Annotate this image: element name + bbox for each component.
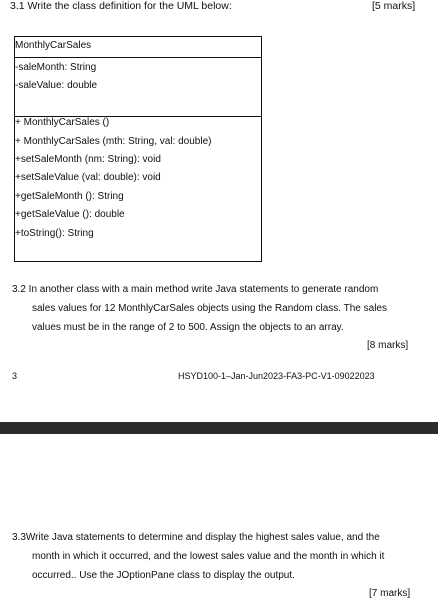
page-break-bar — [0, 422, 438, 434]
uml-method: + MonthlyCarSales (mth: String, val: double) — [15, 136, 212, 147]
question-3-1-title: 3.1 Write the class definition for the UML below: — [10, 0, 232, 12]
question-3-2-line-1: 3.2 In another class with a main method write Java statements to generate random — [12, 284, 379, 295]
question-3-3-line-2: month in which it occurred, and the lowest sales value and the month in which it — [32, 551, 385, 562]
uml-method: +getSaleMonth (): String — [15, 191, 124, 202]
uml-attributes-section — [15, 57, 261, 117]
uml-method: + MonthlyCarSales () — [15, 117, 110, 128]
page-number: 3 — [12, 371, 18, 381]
question-3-1-marks: [5 marks] — [372, 0, 416, 12]
question-3-3-line-1: 3.3Write Java statements to determine and display the highest sales value, and the — [12, 532, 380, 543]
question-3-3-line-3: occurred.. Use the JOptionPane class to display the output. — [32, 570, 295, 581]
uml-method: +toString(): String — [15, 228, 94, 239]
question-3-2-line-2: sales values for 12 MonthlyCarSales objects using the Random class. The sales — [32, 303, 387, 314]
uml-class-name-section — [15, 37, 261, 58]
uml-attribute: -saleMonth: String — [15, 62, 97, 73]
uml-method: +setSaleValue (val: double): void — [15, 172, 161, 183]
document-code: HSYD100-1–Jan-Jun2023-FA3-PC-V1-09022023 — [178, 371, 375, 381]
question-3-2-marks: [8 marks] — [367, 340, 409, 351]
uml-class-diagram — [14, 36, 262, 262]
uml-method: +setSaleMonth (nm: String): void — [15, 154, 161, 165]
question-3-2-line-3: values must be in the range of 2 to 500. Assign the objects to an array. — [32, 322, 344, 333]
uml-attribute: -saleValue: double — [15, 80, 98, 91]
question-3-3-marks: [7 marks] — [369, 588, 411, 599]
uml-method: +getSaleValue (): double — [15, 209, 125, 220]
uml-class-name: MonthlyCarSales — [15, 40, 92, 51]
